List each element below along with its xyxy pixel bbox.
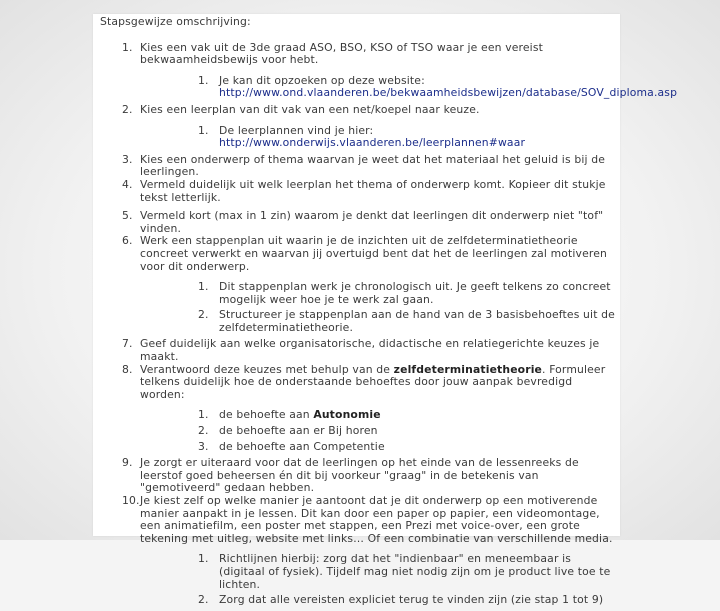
substep-text: Richtlijnen hierbij: zorg dat het "indienbaar" en meneembaar is (digitaal of fysiek). Tijdelf mag niet nodig zijn om je product live toe te lichten. — [219, 552, 611, 591]
step-text: Je zorgt er uiteraard voor dat de leerlingen op het einde van de lessenreeks de leerstof goed beheersen én dit bij voorkeur "graag" in de betekenis van "gemotiveerd" gedaan hebben. — [140, 456, 579, 495]
substep — [140, 281, 615, 306]
substep-number: 2. — [198, 308, 209, 322]
substep — [140, 553, 615, 591]
substep-text: Je kan dit opzoeken op deze website: — [219, 73, 425, 87]
step-number: 8. — [122, 362, 133, 376]
substep — [140, 73, 678, 100]
step-number: 4. — [122, 177, 133, 191]
substep-number: 1. — [198, 123, 209, 137]
substep-text: de behoefte aan Competentie — [219, 439, 385, 453]
step-text: Je kiest zelf op welke manier je aantoont dat je dit onderwerp op een motiverende manier aanpakt in je lessen. Dit kan door een paper op papier, een videomontage, een animatiefilm, een poster met stappen, een Prezi met voice-over, een grote tekening met uitleg, website met links… Of een combinatie van verschillende media. — [140, 494, 613, 545]
substep-text: Zorg dat alle vereisten expliciet terug te vinden zijn (zie stap 1 tot 9) — [219, 593, 604, 607]
document-content — [100, 15, 678, 611]
step-10 — [100, 495, 615, 607]
substep-text: Structureer je stappenplan aan de hand van de 3 basisbehoeftes uit de zelfdeterminatietheorie. — [219, 308, 615, 334]
step-text: Kies een vak uit de 3de graad ASO, BSO, KSO of TSO waar je een vereist bekwaamheidsbewijs voor hebt. — [140, 40, 543, 67]
step-text: Vermeld kort (max in 1 zin) waarom je denkt dat leerlingen dit onderwerp niet "tof" vinden. — [140, 209, 604, 235]
substep-number: 1. — [198, 552, 209, 566]
section-heading: Stapsgewijze omschrijving: — [100, 15, 251, 28]
substeps-list — [140, 73, 678, 100]
substep — [140, 441, 615, 454]
need-term: Autonomie — [313, 408, 381, 422]
substep-text: De leerplannen vind je hier: — [219, 123, 374, 137]
step-9 — [100, 457, 615, 495]
step-number: 1. — [122, 40, 133, 54]
substeps-list — [140, 409, 615, 453]
step-6 — [100, 235, 615, 334]
substep-text: de behoefte aan — [219, 408, 314, 422]
step-1 — [100, 40, 678, 100]
substep-number: 2. — [198, 424, 209, 438]
substep — [140, 594, 615, 607]
step-text: Verantwoord deze keuzes met behulp van de — [140, 362, 394, 376]
step-number: 10. — [122, 494, 140, 507]
substep-number: 3. — [198, 439, 209, 453]
leerplannen-link[interactable]: http://www.onderwijs.vlaanderen.be/leerplannen#waar — [219, 136, 526, 150]
step-number: 2. — [122, 102, 133, 116]
step-4 — [100, 179, 615, 204]
step-number: 3. — [122, 152, 133, 166]
step-5 — [100, 210, 615, 235]
step-2 — [100, 104, 615, 150]
substep — [140, 425, 615, 438]
substeps-list — [140, 553, 615, 606]
step-text: Vermeld duidelijk uit welk leerplan het thema of onderwerp komt. Kopieer dit stukje tekst letterlijk. — [140, 177, 606, 204]
substep-number: 2. — [198, 593, 209, 607]
step-number: 6. — [122, 234, 133, 248]
step-text: Kies een leerplan van dit vak van een net/koepel naar keuze. — [140, 102, 480, 116]
step-text-continued: . Formuleer telkens duidelijk hoe de onderstaande behoeftes door jouw aanpak bevredigd worden: — [140, 362, 606, 401]
steps-list — [100, 40, 678, 607]
substeps-list — [140, 125, 615, 150]
theory-term: zelfdeterminatietheorie — [393, 362, 543, 376]
step-number: 5. — [122, 209, 133, 223]
step-number: 9. — [122, 456, 133, 470]
substep — [140, 125, 615, 150]
step-3 — [100, 154, 615, 179]
substep-text: de behoefte aan er Bij horen — [219, 424, 378, 438]
step-text: Geef duidelijk aan welke organisatorische, didactische en relatiegerichte keuzes je maakt. — [140, 337, 600, 364]
document-page — [93, 14, 678, 607]
database-link[interactable]: http://www.ond.vlaanderen.be/bekwaamheidsbewijzen/database/SOV_diploma.asp — [219, 86, 678, 100]
substep — [140, 409, 615, 422]
substep — [140, 309, 615, 334]
substep-number: 1. — [198, 73, 209, 87]
substep-text: Dit stappenplan werk je chronologisch uit. Je geeft telkens zo concreet mogelijk weer hoe je te werk zal gaan. — [219, 280, 611, 306]
substeps-list — [140, 281, 615, 334]
substep-number: 1. — [198, 408, 209, 422]
step-number: 7. — [122, 337, 133, 351]
step-text: Werk een stappenplan uit waarin je de inzichten uit de zelfdeterminatietheorie concreet verwerkt en waarvan jij overtuigd bent dat het de leerlingen zal motiveren voor dit onderwerp. — [140, 234, 607, 273]
substep-number: 1. — [198, 280, 209, 294]
step-text: Kies een onderwerp of thema waarvan je weet dat het materiaal het geluid is bij de leerlingen. — [140, 152, 605, 179]
step-8 — [100, 364, 615, 454]
step-7 — [100, 338, 615, 363]
